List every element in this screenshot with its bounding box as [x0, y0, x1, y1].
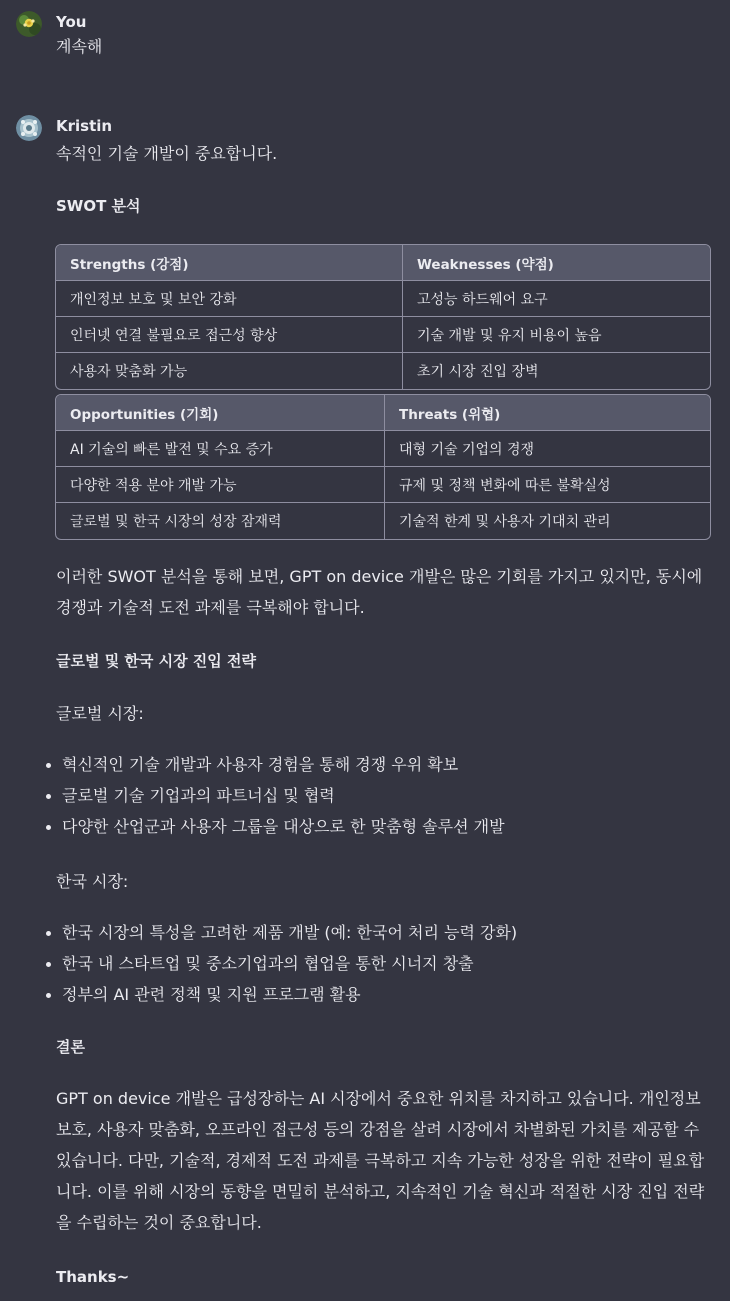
user-message-text: 계속해 — [56, 37, 103, 56]
table-header-opportunities: Opportunities (기회) — [56, 395, 384, 431]
list-item: 한국 내 스타트업 및 중소기업과의 협업을 통한 시너지 창출 — [44, 948, 517, 979]
table-cell: 다양한 적용 분야 개발 가능 — [56, 467, 384, 503]
table-row — [56, 353, 710, 389]
table-cell: 초기 시장 진입 장벽 — [402, 353, 710, 389]
swot-table-opportunities-threats — [55, 394, 711, 540]
strategy-heading: 글로벌 및 한국 시장 진입 전략 — [56, 652, 256, 670]
table-row — [56, 431, 710, 467]
table-row — [56, 503, 710, 539]
signoff-text: Thanks~ — [56, 1268, 130, 1286]
table-cell: AI 기술의 빠른 발전 및 수요 증가 — [56, 431, 384, 467]
table-row — [56, 467, 710, 503]
user-author-name: You — [56, 13, 87, 31]
global-market-label: 글로벌 시장: — [56, 704, 144, 723]
table-cell: 인터넷 연결 불필요로 접근성 향상 — [56, 317, 402, 353]
global-strategy-list — [44, 749, 505, 842]
conclusion-heading: 결론 — [56, 1038, 85, 1056]
list-item: 혁신적인 기술 개발과 사용자 경험을 통해 경쟁 우위 확보 — [44, 749, 505, 780]
wreath-avatar-icon — [16, 115, 42, 141]
table-cell: 글로벌 및 한국 시장의 성장 잠재력 — [70, 514, 282, 530]
table-cell: 기술적 한계 및 사용자 기대치 관리 — [384, 503, 710, 539]
table-header-threats: Threats (위협) — [384, 395, 710, 431]
table-cell: 개인정보 보호 및 보안 강화 — [56, 281, 402, 317]
swot-table-strengths-weaknesses — [55, 244, 711, 390]
flower-avatar-icon — [16, 11, 42, 37]
korea-strategy-list — [44, 917, 517, 1010]
table-cell: 대형 기술 기업의 경쟁 — [384, 431, 710, 467]
table-cell: 고성능 하드웨어 요구 — [402, 281, 710, 317]
user-message — [0, 11, 730, 71]
table-row — [56, 317, 710, 353]
table-row — [56, 281, 710, 317]
table-cell: 기술 개발 및 유지 비용이 높음 — [402, 317, 710, 353]
user-avatar — [16, 11, 42, 37]
korea-market-label: 한국 시장: — [56, 872, 129, 891]
list-item: 글로벌 기술 기업과의 파트너십 및 협력 — [44, 780, 505, 811]
table-cell: 규제 및 정책 변화에 따른 불확실성 — [384, 467, 710, 503]
assistant-intro-text: 속적인 기술 개발이 중요합니다. — [56, 144, 278, 163]
conclusion-paragraph: GPT on device 개발은 급성장하는 AI 시장에서 중요한 위치를 차지하고 있습니다. 개인정보 보호, 사용자 맞춤화, 오프라인 접근성 등의 강점을 살려 시장에서 차별화된 가치를 제공할 수 있습니다. 다만, 기술적, 경제적 도전 과제를 극복하고 지속 가능한 성장을 위한 전략이 필요합니다. 이를 위해 시장의 동향을 면밀히 분석하고, 지속적인 기술 혁신과 적절한 시장 진입 전략을 수립하는 것이 중요합니다. — [56, 1089, 705, 1232]
list-item: 다양한 산업군과 사용자 그룹을 대상으로 한 맞춤형 솔루션 개발 — [44, 811, 505, 842]
table-header-weaknesses: Weaknesses (약점) — [402, 245, 710, 281]
swot-heading: SWOT 분석 — [56, 197, 141, 215]
table-cell: 사용자 맞춤화 가능 — [70, 364, 188, 380]
assistant-author-name: Kristin — [56, 117, 113, 135]
assistant-avatar — [16, 115, 42, 141]
list-item: 정부의 AI 관련 정책 및 지원 프로그램 활용 — [44, 979, 517, 1010]
assistant-message — [0, 115, 730, 1301]
table-header-strengths: Strengths (강점) — [56, 245, 402, 281]
swot-summary-paragraph: 이러한 SWOT 분석을 통해 보면, GPT on device 개발은 많은 기회를 가지고 있지만, 동시에 경쟁과 기술적 도전 과제를 극복해야 합니다. — [56, 567, 703, 617]
list-item: 한국 시장의 특성을 고려한 제품 개발 (예: 한국어 처리 능력 강화) — [44, 917, 517, 948]
